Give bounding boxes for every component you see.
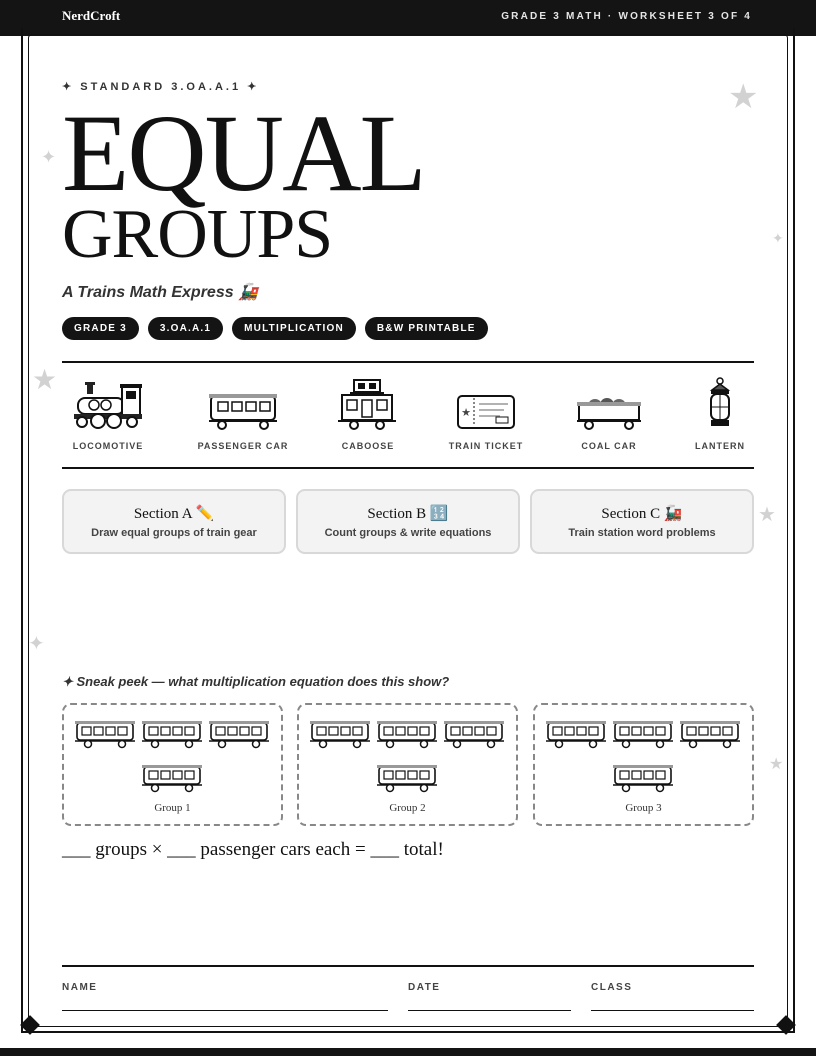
- icon-item-lantern: [665, 376, 775, 451]
- divider: [62, 467, 754, 469]
- star-icon: ★: [728, 78, 759, 116]
- star-icon: ★: [758, 504, 776, 526]
- group-box: [62, 703, 283, 826]
- star-icon: ★: [769, 756, 784, 773]
- icon-label: LANTERN: [695, 441, 745, 451]
- passenger-car-icon: [443, 719, 505, 754]
- class-field[interactable]: [591, 1010, 754, 1011]
- coal-car-icon: [571, 376, 647, 432]
- passenger-car-icon: [205, 376, 281, 432]
- icon-item-coal-car: [554, 376, 664, 451]
- group-box: [297, 703, 518, 826]
- passenger-car-icon: [74, 719, 136, 754]
- svg-text:★: ★: [461, 406, 471, 419]
- passenger-car-icon: [376, 763, 438, 798]
- passenger-car-icon: [612, 763, 674, 798]
- page-title-line2: GROUPS: [62, 196, 333, 273]
- star-icon: ★: [32, 364, 58, 395]
- name-field-label: NAME: [62, 982, 98, 993]
- group-box: [533, 703, 754, 826]
- section-description: Count groups & write equations: [324, 527, 492, 539]
- divider: [62, 965, 754, 967]
- worksheet-label: GRADE 3 MATH · WORKSHEET 3 OF 4: [501, 11, 752, 22]
- page-subtitle: A Trains Math Express 🚂: [62, 284, 258, 301]
- lantern-icon: [682, 376, 758, 432]
- tag-grade: GRADE 3: [62, 317, 139, 340]
- passenger-car-icon: [679, 719, 741, 754]
- icon-label: CABOOSE: [341, 441, 395, 451]
- divider: [62, 361, 754, 363]
- passenger-car-icon: [141, 719, 203, 754]
- sparkle-icon: ✦: [772, 230, 784, 246]
- section-title: Section C 🚂: [601, 506, 683, 522]
- section-description: Train station word problems: [568, 527, 716, 539]
- locomotive-icon: [70, 376, 146, 432]
- equation-blank: ___ groups × ___ passenger cars each = ___ total!: [62, 839, 444, 860]
- group-label: Group 3: [625, 802, 662, 814]
- sparkle-icon: ✦: [28, 633, 45, 655]
- passenger-car-icon: [545, 719, 607, 754]
- page-title-line1: EQUAL: [62, 92, 425, 214]
- date-field[interactable]: [408, 1010, 571, 1011]
- brand-name: NerdCroft: [62, 8, 121, 23]
- icon-label: LOCOMOTIVE: [72, 441, 144, 451]
- section-card-c: [530, 489, 754, 554]
- section-card-a: [62, 489, 286, 554]
- tag-topic: MULTIPLICATION: [232, 317, 356, 340]
- icon-item-caboose: [313, 376, 423, 451]
- icon-label: TRAIN TICKET: [448, 441, 524, 451]
- sneak-peek-prompt: ✦ Sneak peek — what multiplication equation does this show?: [62, 674, 450, 689]
- passenger-car-icon: [376, 719, 438, 754]
- section-description: Draw equal groups of train gear: [91, 527, 257, 539]
- icon-item-train-ticket: [431, 376, 541, 451]
- section-title: Section B 🔢: [367, 506, 449, 522]
- tag-row: [62, 317, 488, 340]
- icon-item-locomotive: [53, 376, 163, 451]
- icon-label: PASSENGER CAR: [197, 441, 289, 451]
- icon-label: COAL CAR: [581, 441, 637, 451]
- name-field[interactable]: [62, 1010, 388, 1011]
- bottom-bar: [0, 1048, 816, 1056]
- group-label: Group 1: [154, 802, 191, 814]
- group-label: Group 2: [389, 802, 426, 814]
- passenger-car-icon: [309, 719, 371, 754]
- passenger-car-icon: [612, 719, 674, 754]
- sparkle-icon: ✦: [41, 147, 57, 167]
- tag-format: B&W PRINTABLE: [365, 317, 488, 340]
- class-field-label: CLASS: [591, 982, 633, 993]
- tag-standard: 3.OA.A.1: [148, 317, 223, 340]
- standard-label: ✦ STANDARD 3.OA.A.1 ✦: [62, 81, 260, 93]
- train-ticket-icon: [448, 376, 524, 432]
- passenger-car-icon: [208, 719, 270, 754]
- section-card-b: [296, 489, 520, 554]
- passenger-car-icon: [141, 763, 203, 798]
- icon-item-passenger-car: [188, 376, 298, 451]
- date-field-label: DATE: [408, 982, 441, 993]
- section-title: Section A ✏️: [133, 506, 215, 522]
- caboose-icon: [330, 376, 406, 432]
